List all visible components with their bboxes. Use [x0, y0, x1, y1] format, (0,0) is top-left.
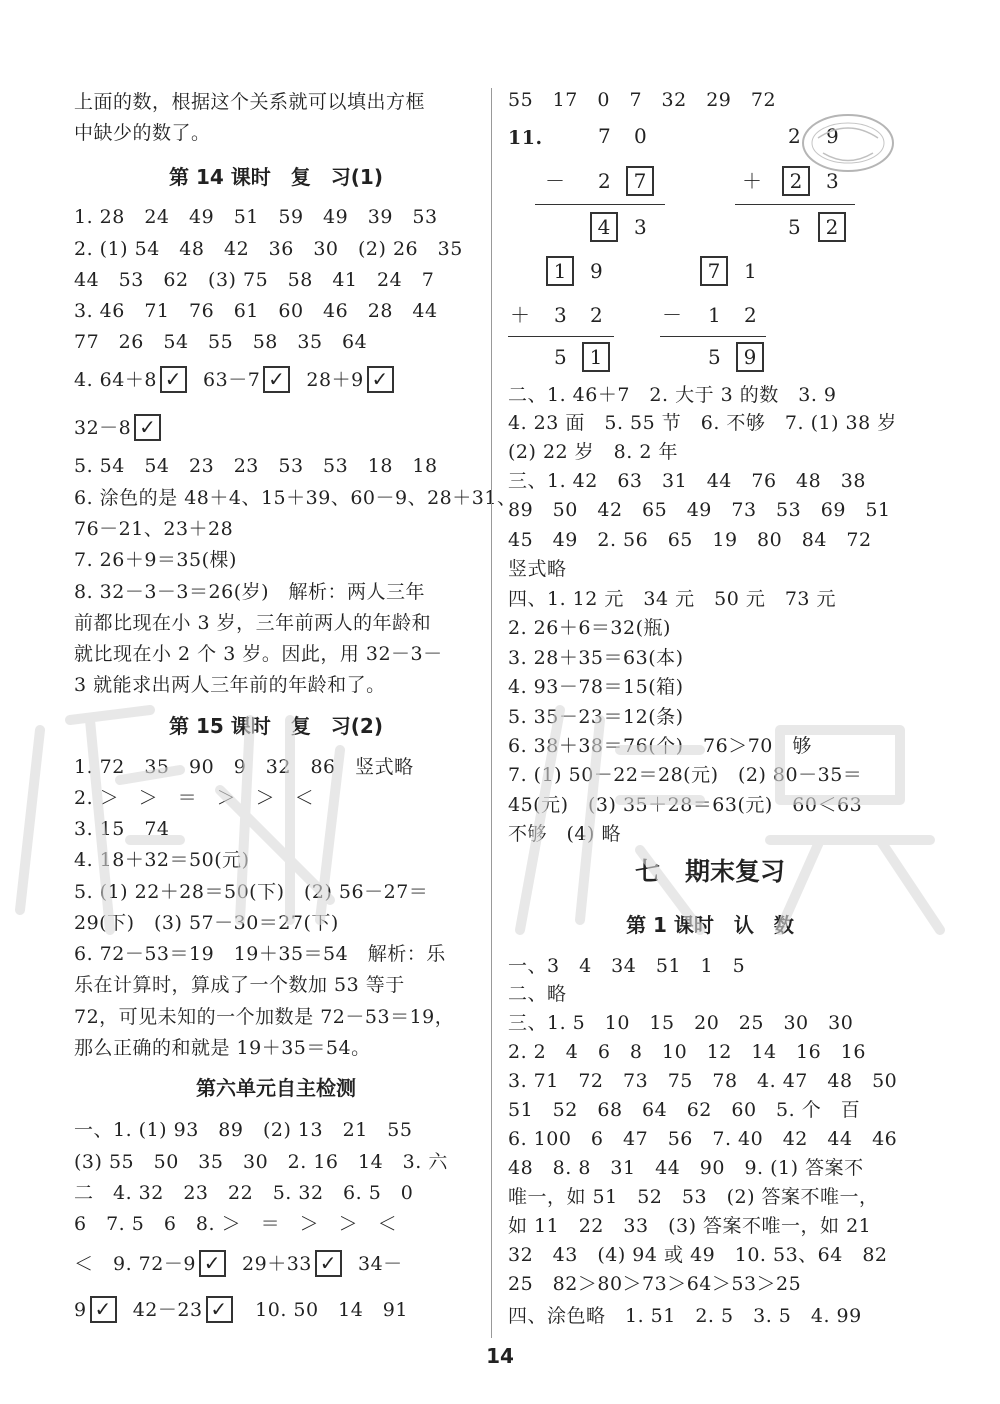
- lesson-15-heading: 第 15 课时 复 习(2): [169, 714, 383, 738]
- answer-line: 2. 2 4 6 8 10 12 14 16 16: [508, 1041, 866, 1063]
- checked-box: ✓: [206, 1296, 233, 1323]
- expression: 4. 64＋8: [74, 369, 157, 391]
- answer-line: (3) 55 50 35 30 2. 16 14 3. 六: [74, 1151, 448, 1173]
- digit: 3: [634, 215, 647, 239]
- answer-line: 76－21、23＋28: [74, 518, 234, 540]
- checked-box: ✓: [199, 1250, 226, 1277]
- answer-line: 一、1. (1) 93 89 (2) 13 21 55: [74, 1119, 413, 1141]
- answer-line: 7. (1) 50－22＝28(元) (2) 80－35＝: [508, 764, 863, 786]
- unit-6-test-heading: 第六单元自主检测: [196, 1076, 356, 1100]
- answer-line: 四、涂色略 1. 51 2. 5 3. 5 4. 99: [508, 1305, 862, 1327]
- expression: 10. 50 14 91: [255, 1299, 408, 1321]
- answer-box: 1: [582, 342, 610, 372]
- digit: 3: [554, 303, 567, 327]
- digit: 5: [708, 345, 721, 369]
- answer-line: 48 8. 8 31 44 90 9. (1) 答案不: [508, 1157, 864, 1179]
- answer-line: 72，可见未知的一个加数是 72－53＝19，: [74, 1006, 455, 1028]
- answer-line: 三、1. 42 63 31 44 76 48 38: [508, 470, 866, 492]
- digit: 9: [826, 124, 839, 148]
- answer-line: 3. 28＋35＝63(本): [508, 647, 684, 669]
- answer-line: 51 52 68 64 62 60 5. 个 百: [508, 1099, 861, 1121]
- answer-line: 3. 46 71 76 61 60 46 28 44: [74, 300, 438, 322]
- expression: 63－7: [203, 369, 261, 391]
- digit: 7: [598, 124, 611, 148]
- digit: 3: [826, 169, 839, 193]
- digit: 2: [598, 169, 611, 193]
- answer-line: 7. 26＋9＝35(棵): [74, 549, 237, 571]
- answer-box: 2: [818, 212, 846, 242]
- answer-line-q9: [74, 1250, 403, 1279]
- answer-line-q9-cont: [74, 1296, 408, 1325]
- answer-line: 竖式略: [508, 558, 567, 580]
- lesson-1-heading: 第 1 课时 认 数: [626, 913, 794, 937]
- answer-line: 77 26 54 55 58 35 64: [74, 331, 368, 353]
- sum-line: [508, 336, 614, 337]
- answer-line: 55 17 0 7 32 29 72: [508, 89, 777, 111]
- checked-box: ✓: [263, 366, 290, 393]
- expression: 42－23: [132, 1299, 203, 1321]
- answer-line: 2. (1) 54 48 42 36 30 (2) 26 35: [74, 238, 463, 260]
- answer-line: 32 43 (4) 94 或 49 10. 53、64 82: [508, 1244, 888, 1266]
- digit: 2: [590, 303, 603, 327]
- answer-line: (2) 22 岁 8. 2 年: [508, 441, 678, 463]
- lesson-14-heading: 第 14 课时 复 习(1): [169, 165, 383, 189]
- answer-line-q4: [74, 366, 397, 395]
- checked-box: ✓: [90, 1296, 117, 1323]
- answer-line: 4. 93－78＝15(箱): [508, 676, 684, 698]
- answer-line: 5. (1) 22＋28＝50(下) (2) 56－27＝: [74, 881, 429, 903]
- expression: ＜ 9. 72－9: [74, 1253, 196, 1275]
- answer-line: 二、略: [508, 983, 567, 1005]
- answer-line: 乐在计算时，算成了一个数加 53 等于: [74, 974, 405, 996]
- operator: －: [545, 169, 565, 193]
- chapter-7-heading: 七 期末复习: [634, 857, 785, 886]
- answer-line: 6 7. 5 6 8. ＞ ＝ ＞ ＞ ＜: [74, 1213, 398, 1235]
- digit: 1: [708, 303, 721, 327]
- answer-line: 1. 72 35 90 9 32 86 竖式略: [74, 756, 414, 778]
- answer-line: 25 82＞80＞73＞64＞53＞25: [508, 1273, 802, 1295]
- answer-line: 4. 23 面 5. 55 节 6. 不够 7. (1) 38 岁: [508, 412, 897, 434]
- answer-line: 29(下) (3) 57－30＝27(下): [74, 912, 339, 934]
- answer-line: 一、3 4 34 51 1 5: [508, 955, 746, 977]
- answer-line: 唯一，如 51 52 53 (2) 答案不唯一，: [508, 1186, 879, 1208]
- answer-box: 1: [546, 256, 574, 286]
- answer-line: 4. 18＋32＝50(元): [74, 849, 250, 871]
- digit: 9: [590, 259, 603, 283]
- answer-line: 2. ＞ ＞ ＝ ＞ ＞ ＜: [74, 787, 315, 809]
- digit: 1: [744, 259, 757, 283]
- answer-line: 5. 35－23＝12(条): [508, 706, 684, 728]
- digit: 5: [788, 215, 801, 239]
- digit: 0: [634, 124, 647, 148]
- answer-line: 44 53 62 (3) 75 58 41 24 7: [74, 269, 435, 291]
- answer-line: 二 4. 32 23 22 5. 32 6. 5 0: [74, 1182, 414, 1204]
- checked-box: ✓: [134, 414, 161, 441]
- answer-box: 7: [700, 256, 728, 286]
- expression: 29＋33: [242, 1253, 312, 1275]
- answer-box: 2: [782, 166, 810, 196]
- answer-box: 4: [590, 212, 618, 242]
- digit: 2: [788, 124, 801, 148]
- answer-line: 6. 38＋38＝76(个) 76＞70 够: [508, 735, 812, 757]
- answer-line: 5. 54 54 23 23 53 53 18 18: [74, 455, 438, 477]
- answer-box: 7: [626, 166, 654, 196]
- digit: 5: [554, 345, 567, 369]
- operator: ＋: [510, 303, 530, 327]
- answer-line: 3. 15 74: [74, 818, 170, 840]
- answer-line: 如 11 22 33 (3) 答案不唯一，如 21: [508, 1215, 872, 1237]
- answer-line: 45(元) (3) 35＋28＝63(元) 60＜63: [508, 794, 863, 816]
- answer-line: 前都比现在小 3 岁，三年前两人的年龄和: [74, 612, 432, 634]
- sum-line: [735, 204, 855, 205]
- answer-line: 45 49 2. 56 65 19 80 84 72: [508, 529, 872, 551]
- answer-line: 1. 28 24 49 51 59 49 39 53: [74, 206, 438, 228]
- sum-line: [660, 336, 766, 337]
- answer-line: 就比现在小 2 个 3 岁。因此，用 32－3－: [74, 643, 443, 665]
- checked-box: ✓: [160, 366, 187, 393]
- page-number: 14: [486, 1344, 514, 1368]
- digit: 2: [744, 303, 757, 327]
- answer-line: 不够 (4) 略: [508, 823, 621, 845]
- checked-box: ✓: [315, 1250, 342, 1277]
- watermark-stamp: [798, 108, 898, 178]
- expression: 32－8: [74, 417, 132, 439]
- answer-line: 那么正确的和就是 19＋35＝54。: [74, 1037, 371, 1059]
- answer-line: 3 就能求出两人三年前的年龄和了。: [74, 674, 386, 696]
- answer-line: 二、1. 46＋7 2. 大于 3 的数 3. 9: [508, 384, 837, 406]
- operator: ＋: [742, 169, 762, 193]
- answer-line: 8. 32－3－3＝26(岁) 解析：两人三年: [74, 581, 426, 603]
- answer-line: 6. 涂色的是 48＋4、15＋39、60－9、28＋31、: [74, 487, 517, 509]
- answer-line: 上面的数，根据这个关系就可以填出方框: [74, 91, 426, 113]
- answer-line: 中缺少的数了。: [74, 122, 211, 144]
- answer-box: 9: [736, 342, 764, 372]
- operator: －: [662, 303, 682, 327]
- sum-line: [535, 204, 665, 205]
- answer-line: 三、1. 5 10 15 20 25 30 30: [508, 1012, 854, 1034]
- expression: 28＋9: [306, 369, 364, 391]
- answer-line: 6. 72－53＝19 19＋35＝54 解析：乐: [74, 943, 446, 965]
- answer-line: 6. 100 6 47 56 7. 40 42 44 46: [508, 1128, 898, 1150]
- answer-line: 四、1. 12 元 34 元 50 元 73 元: [508, 588, 837, 610]
- answer-line: 89 50 42 65 49 73 53 69 51: [508, 499, 891, 521]
- answer-line: 3. 71 72 73 75 78 4. 47 48 50: [508, 1070, 898, 1092]
- answer-line: 2. 26＋6＝32(瓶): [508, 617, 671, 639]
- expression: 9: [74, 1299, 87, 1321]
- column-divider: [491, 88, 492, 1338]
- checked-box: ✓: [367, 366, 394, 393]
- answer-line-q4-cont: [74, 414, 164, 443]
- q11-label: 11.: [508, 127, 543, 149]
- expression: 34－: [357, 1253, 403, 1275]
